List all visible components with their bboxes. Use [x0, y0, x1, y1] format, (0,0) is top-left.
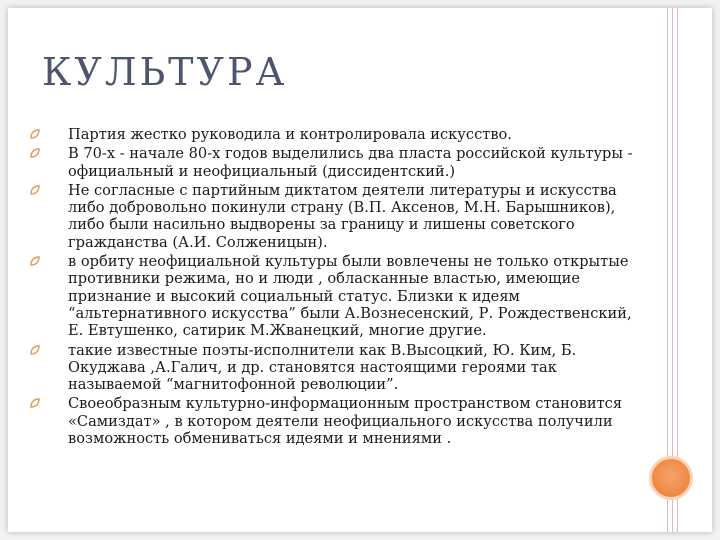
leaf-bullet-icon [30, 185, 40, 195]
bullet-item [30, 253, 640, 339]
decorative-vertical-line [667, 8, 668, 532]
bullet-item [30, 395, 640, 447]
leaf-bullet-icon [30, 398, 40, 408]
decorative-vertical-line [672, 8, 673, 532]
slide [8, 8, 712, 532]
slide-title: КУЛЬТУРА [42, 50, 288, 94]
bullet-item [30, 342, 640, 394]
decorative-vertical-line [677, 8, 678, 532]
bullet-item [30, 126, 640, 143]
leaf-bullet-icon [30, 129, 40, 139]
orange-circle-icon [649, 456, 693, 500]
bullet-item [30, 182, 640, 251]
bullet-text: Партия жестко руководила и контролировала искусство. [68, 126, 512, 143]
leaf-bullet-icon [30, 345, 40, 355]
bullet-list [30, 126, 640, 449]
bullet-text: Своеобразным культурно-информационным пространством становится «Самиздат» , в котором деятели неофициального искусства получили возможность обмениваться идеями и мнениями . [68, 395, 623, 448]
bullet-item [30, 145, 640, 180]
leaf-bullet-icon [30, 256, 40, 266]
leaf-bullet-icon [30, 148, 40, 158]
bullet-text: В 70-х - начале 80-х годов выделились два пласта российской культуры - официальный и неофициальный (диссидентский.) [68, 145, 633, 180]
bullet-text: такие известные поэты-исполнители как В.Высоцкий, Ю. Ким, Б. Окуджава ,А.Галич, и др. становятся настоящими героями так называемой “магнитофонной революции”. [68, 341, 577, 394]
bullet-text: в орбиту неофициальной культуры были вовлечены не только открытые противники режима, но и люди , обласканные властью, имеющие признание и высокий социальный статус. Близки к идеям “альтернативного искусства” были А.Вознесенский, Р. Рождественский, Е. Евтушенко, сатирик М.Жванецкий, многие другие. [68, 253, 632, 340]
bullet-text: Не согласные с партийным диктатом деятели литературы и искусства либо добровольно покинули страну (В.П. Аксенов, М.Н. Барышников), либо были насильно выдворены за границу и лишены советского гражданства (А.И. Солженицын). [68, 181, 617, 251]
